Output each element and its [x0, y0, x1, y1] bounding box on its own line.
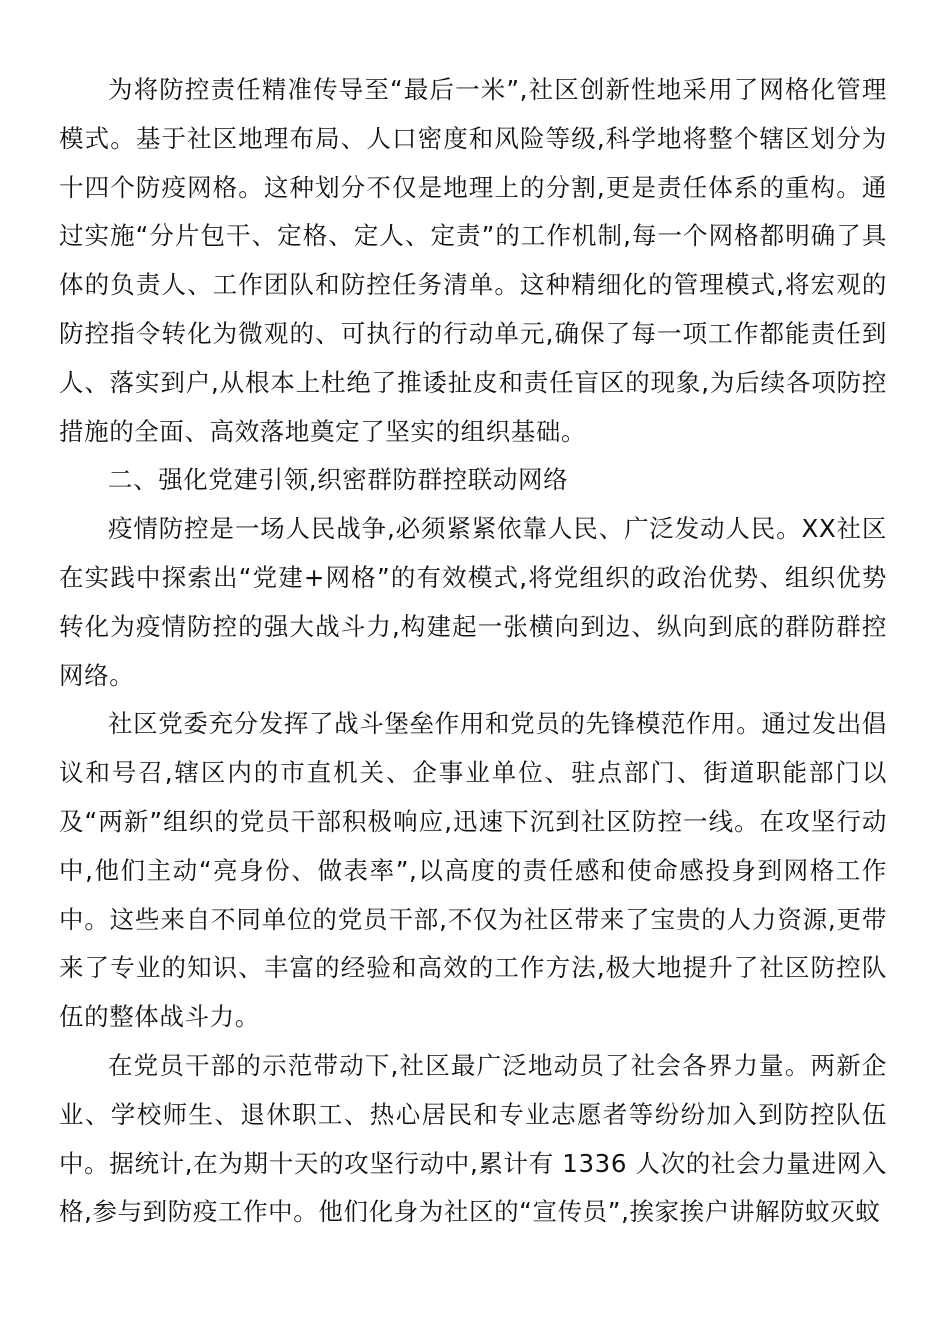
section-heading-party-building: 二、强化党建引领,织密群防群控联动网络: [108, 465, 569, 495]
document-page: [59, 66, 887, 1237]
paragraph-party-committee: 社区党委充分发挥了战斗堡垒作用和党员的先锋模范作用。通过发出倡议和号召,辖区内的市直机关、企事业单位、驻点部门、街道职能部门以及“两新”组织的党员干部积极响应,迅速下沉到社区防控一线。在攻坚行动中,他们主动“亮身份、做表率”,以高度的责任感和使命感投身到网格工作中。这些来自不同单位的党员干部,不仅为社区带来了宝贵的人力资源,更带来了专业的知识、丰富的经验和高效的工作方法,极大地提升了社区防控队伍的整体战斗力。: [59, 709, 887, 1032]
paragraph-peoples-war: 疫情防控是一场人民战争,必须紧紧依靠人民、广泛发动人民。XX社区在实践中探索出“党建+网格”的有效模式,将党组织的政治优势、组织优势转化为疫情防控的强大战斗力,构建起一张横向到边、纵向到底的群防群控网络。: [59, 514, 887, 690]
paragraph-social-mobilization: 在党员干部的示范带动下,社区最广泛地动员了社会各界力量。两新企业、学校师生、退休职工、热心居民和专业志愿者等纷纷加入到防控队伍中。据统计,在为期十天的攻坚行动中,累计有 1336 人次的社会力量进网入格,参与到防疫工作中。他们化身为社区的“宣传员”,挨家挨户讲解防蚊灭蚊: [59, 1050, 887, 1227]
paragraph-grid-management: 为将防控责任精准传导至“最后一米”,社区创新性地采用了网格化管理模式。基于社区地理布局、人口密度和风险等级,科学地将整个辖区划分为十四个防疫网格。这种划分不仅是地理上的分割,更是责任体系的重构。通过实施“分片包干、定格、定人、定责”的工作机制,每一个网格都明确了具体的负责人、工作团队和防控任务清单。这种精细化的管理模式,将宏观的防控指令转化为微观的、可执行的行动单元,确保了每一项工作都能责任到人、落实到户,从根本上杜绝了推诿扯皮和责任盲区的现象,为后续各项防控措施的全面、高效落地奠定了坚实的组织基础。: [59, 75, 887, 446]
